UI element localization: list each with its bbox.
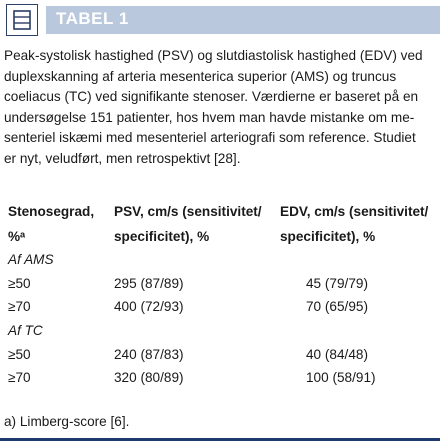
table-footnote: a) Limberg-score [6]. xyxy=(4,414,130,429)
section-ams: Af AMS xyxy=(8,252,54,267)
cell-psv: 240 (87/83) xyxy=(114,347,184,362)
caption-line: coeliacus (TC) ved signifikante stenoser. Værdierne er baseret på en xyxy=(4,89,419,104)
table-caption xyxy=(4,46,436,169)
cell-psv: 295 (87/89) xyxy=(114,276,184,291)
cell-grade: ≥70 xyxy=(8,370,31,385)
table-row xyxy=(4,370,436,390)
bottom-rule xyxy=(0,438,440,441)
caption-line: er nyt, veludført, men retrospektivt [28]. xyxy=(4,150,241,166)
caption-line: undersøgelse 151 patienter, hos hvem man havde mistanke om me- xyxy=(4,109,415,125)
cell-psv: 320 (80/89) xyxy=(114,370,184,385)
section-title xyxy=(4,323,436,343)
cell-edv: 40 (84/48) xyxy=(306,347,368,362)
section-title xyxy=(4,252,436,272)
table-label: TABEL 1 xyxy=(56,9,129,28)
table-header-bar xyxy=(0,0,440,38)
table-header-row xyxy=(4,204,436,224)
cell-grade: ≥50 xyxy=(8,276,31,291)
header-stenosegrad: Stenosegrad, xyxy=(8,204,95,219)
table-row xyxy=(4,299,436,319)
header-psv-unit: specificitet), % xyxy=(114,229,210,244)
caption-line: Peak-systolisk hastighed (PSV) og slutdiastolisk hastighed (EDV) ved xyxy=(4,48,423,63)
table-row xyxy=(4,347,436,367)
section-tc: Af TC xyxy=(8,323,43,338)
caption-line: senteriel iskæmi med mesenteriel arteriografi som reference. Studiet xyxy=(4,130,416,145)
cell-edv: 45 (79/79) xyxy=(306,276,368,291)
header-edv: EDV, cm/s (sensitivitet/ xyxy=(280,204,429,219)
header-edv-unit: specificitet), % xyxy=(280,229,376,244)
cell-grade: ≥70 xyxy=(8,299,31,314)
cell-psv: 400 (72/93) xyxy=(114,299,184,314)
table-header-row xyxy=(4,229,436,249)
cell-edv: 70 (65/95) xyxy=(306,299,368,314)
header-separator xyxy=(44,6,46,34)
cell-edv: 100 (58/91) xyxy=(306,370,376,385)
cell-grade: ≥50 xyxy=(8,347,31,362)
table-row xyxy=(4,276,436,296)
caption-line: duplexskanning af arteria mesenterica superior (AMS) og truncus xyxy=(4,68,397,84)
table-icon xyxy=(6,4,38,36)
header-psv: PSV, cm/s (sensitivitet/ xyxy=(114,204,262,219)
header-stenosegrad-unit: %ᵃ xyxy=(8,229,26,244)
